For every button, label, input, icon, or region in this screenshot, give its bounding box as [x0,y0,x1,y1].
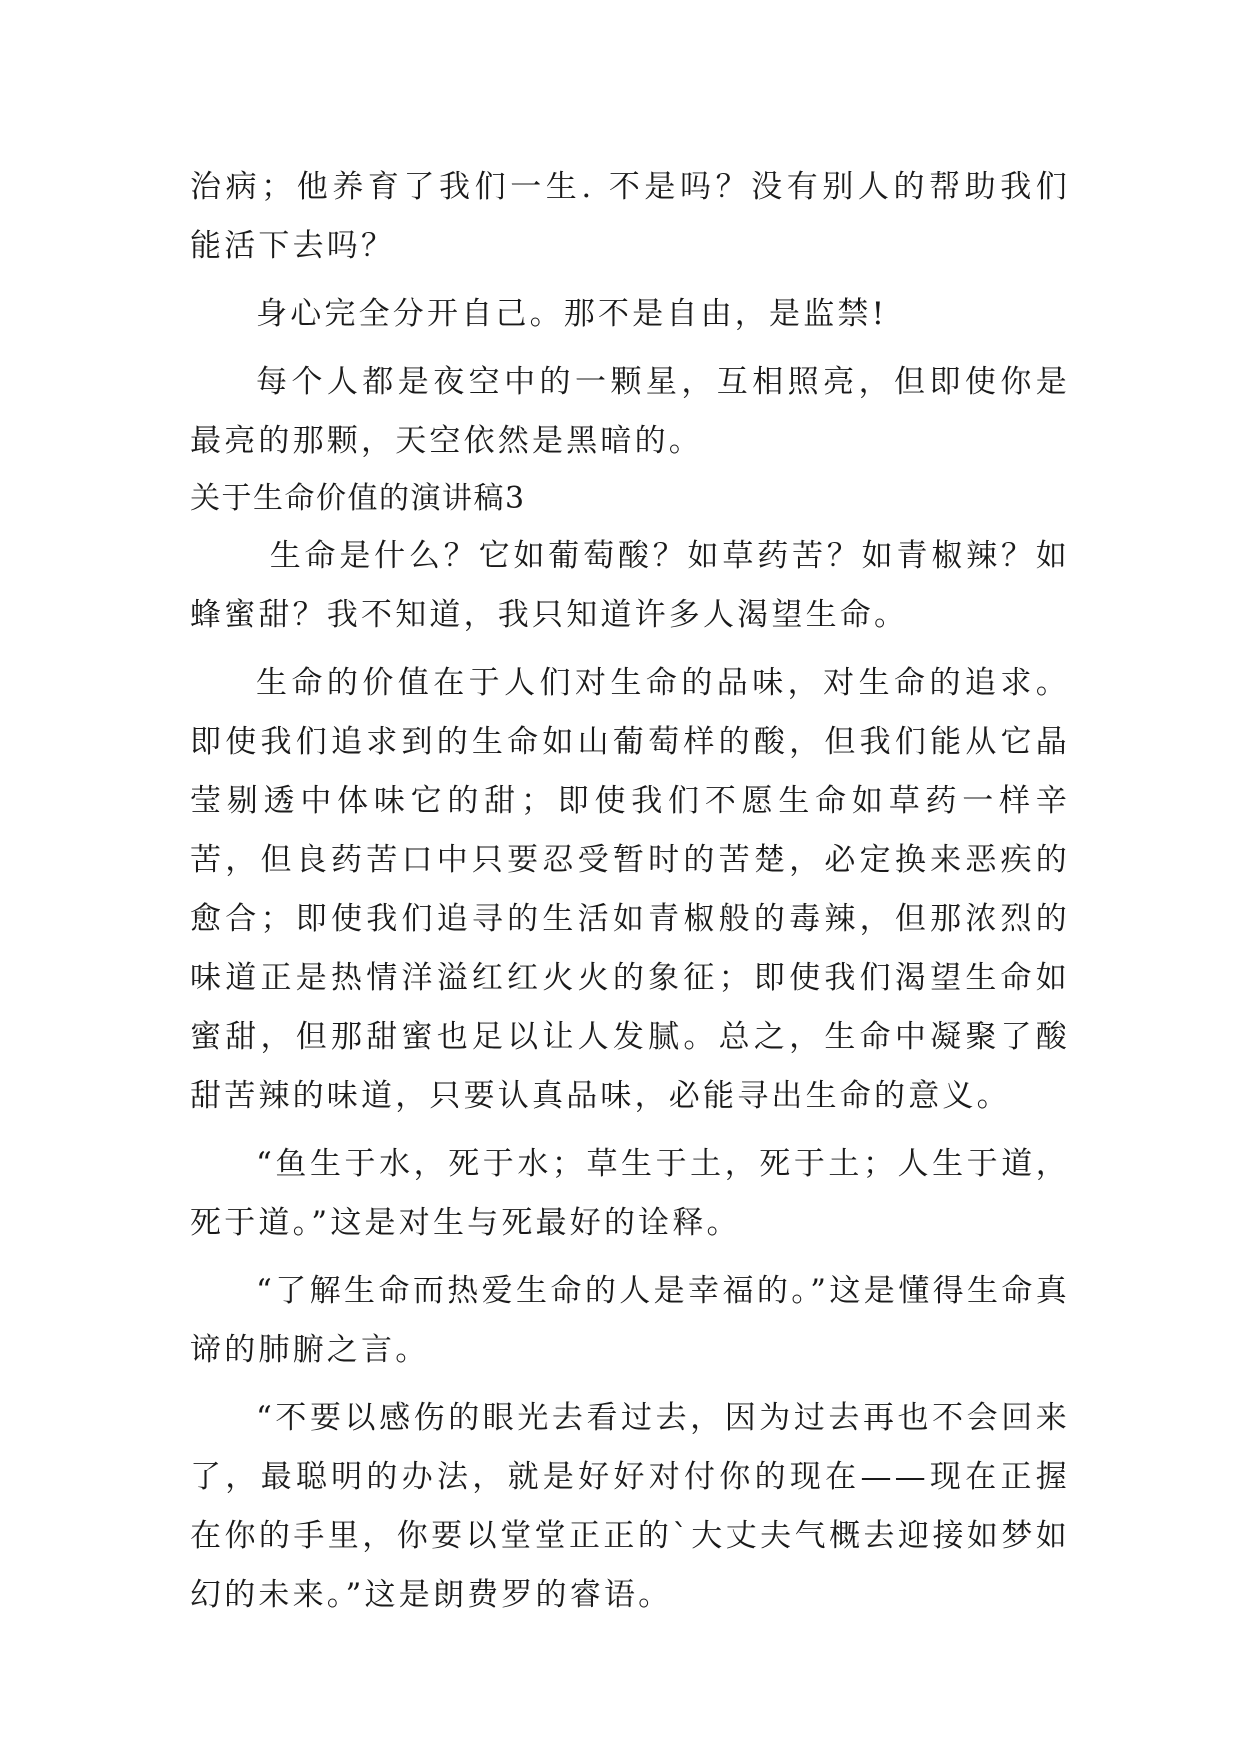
paragraph-body: 身心完全分开自己。那不是自由，是监禁! [256,296,888,332]
paragraph-body: 每个人都是夜空中的一颗星，互相照亮，但即使你是最亮的那颗，天空依然是黑暗的。 [190,364,1070,459]
document-body [190,158,1070,1625]
paragraph-quote: “了解生命而热爱生命的人是幸福的。”这是懂得生命真谛的肺腑之言。 [190,1273,1070,1368]
section-heading: 关于生命价值的演讲稿3 [190,481,526,516]
paragraph-quote: “鱼生于水，死于水；草生于土，死于土；人生于道，死于道。”这是对生与死最好的诠释。 [190,1146,1070,1241]
paragraph-quote: “不要以感伤的眼光去看过去，因为过去再也不会回来了，最聪明的办法，就是好好对付你的现在——现在正握在你的手里，你要以堂堂正正的`大丈夫气概去迎接如梦如幻的未来。”这是朗费罗的睿语。 [190,1400,1070,1613]
paragraph-body: 生命是什么？它如葡萄酸？如草药苦？如青椒辣？如蜂蜜甜？我不知道，我只知道许多人渴望生命。 [190,538,1070,633]
paragraph-continuation: 治病；他养育了我们一生. 不是吗？没有别人的帮助我们能活下去吗？ [190,169,1070,264]
paragraph-body: 生命的价值在于人们对生命的品味，对生命的追求。即使我们追求到的生命如山葡萄样的酸，但我们能从它晶莹剔透中体味它的甜；即使我们不愿生命如草药一样辛苦，但良药苦口中只要忍受暂时的苦楚，必定换来恶疾的愈合；即使我们追寻的生活如青椒般的毒辣，但那浓烈的味道正是热情洋溢红红火火的象征；即使我们渴望生命如蜜甜，但那甜蜜也足以让人发腻。总之，生命中凝聚了酸甜苦辣的味道，只要认真品味，必能寻出生命的意义。 [190,665,1070,1114]
